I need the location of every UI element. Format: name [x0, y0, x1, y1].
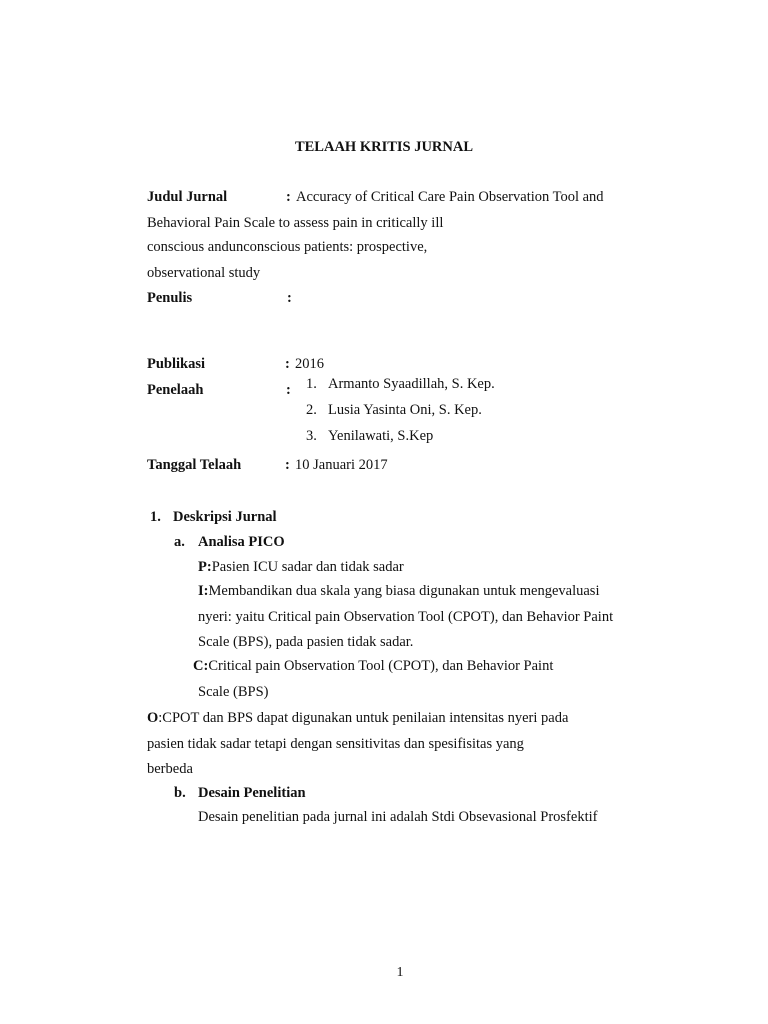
tanggal-value: 10 Januari 2017: [295, 457, 388, 473]
pico-c-label: C:: [193, 658, 209, 674]
tanggal-colon: :: [285, 457, 290, 473]
subsection-a-title: Analisa PICO: [198, 534, 285, 550]
penelaah-num-2: 2.: [306, 402, 317, 418]
section-1-number: 1.: [150, 509, 161, 525]
penelaah-colon: :: [286, 382, 291, 398]
pico-p-label: P:: [198, 559, 212, 575]
pico-i-text-1: Membandikan dua skala yang biasa digunakan untuk mengevaluasi: [208, 583, 600, 599]
penelaah-label: Penelaah: [147, 382, 204, 398]
pico-p-text: Pasien ICU sadar dan tidak sadar: [211, 559, 404, 575]
pico-p-row: [198, 560, 404, 575]
pico-o-text-2: pasien tidak sadar tetapi dengan sensitivitas dan spesifisitas yang: [147, 736, 524, 752]
publikasi-colon: :: [285, 356, 290, 372]
pico-o-text-3: berbeda: [147, 761, 193, 777]
judul-line-4: observational study: [147, 265, 261, 281]
pico-c-text-1: Critical pain Observation Tool (CPOT), dan Behavior Paint: [208, 658, 554, 674]
pico-i-text-2: nyeri: yaitu Critical pain Observation Tool (CPOT), dan Behavior Paint: [198, 609, 614, 625]
pico-c-text-2: Scale (BPS): [198, 684, 269, 700]
pico-i-label: I:: [198, 583, 209, 599]
publikasi-value: 2016: [295, 356, 324, 372]
penelaah-name-2: Lusia Yasinta Oni, S. Kep.: [328, 402, 482, 418]
penelaah-name-3: Yenilawati, S.Kep: [328, 428, 434, 444]
penelaah-num-1: 1.: [306, 376, 317, 392]
subsection-b-title: Desain Penelitian: [198, 785, 306, 801]
pico-i-row: [198, 584, 599, 599]
penulis-label: Penulis: [147, 290, 193, 306]
section-1-title: Deskripsi Jurnal: [173, 509, 277, 525]
pico-c-row: [193, 659, 553, 674]
subsection-a-letter: a.: [174, 534, 185, 550]
judul-label: Judul Jurnal: [147, 189, 228, 205]
page-number: 1: [396, 965, 404, 980]
page-title: TELAAH KRITIS JURNAL: [294, 139, 474, 155]
pico-o-row: [147, 711, 568, 726]
pico-o-text-1: :CPOT dan BPS dapat digunakan untuk penilaian intensitas nyeri pada: [158, 710, 569, 726]
pico-i-text-3: Scale (BPS), pada pasien tidak sadar.: [198, 634, 414, 650]
judul-colon: :: [286, 189, 291, 205]
judul-line-3: conscious andunconscious patients: prospective,: [147, 239, 428, 255]
pico-o-label: O: [147, 710, 159, 726]
subsection-b-letter: b.: [174, 785, 186, 801]
penulis-colon: :: [287, 290, 292, 306]
penelaah-num-3: 3.: [306, 428, 317, 444]
penelaah-name-1: Armanto Syaadillah, S. Kep.: [328, 376, 495, 392]
judul-line-2: Behavioral Pain Scale to assess pain in critically ill: [147, 215, 444, 231]
judul-line-1: Accuracy of Critical Care Pain Observation Tool and: [296, 189, 604, 205]
publikasi-label: Publikasi: [147, 356, 206, 372]
desain-text: Desain penelitian pada jurnal ini adalah Stdi Obsevasional Prosfektif: [198, 809, 598, 825]
tanggal-label: Tanggal Telaah: [147, 457, 242, 473]
